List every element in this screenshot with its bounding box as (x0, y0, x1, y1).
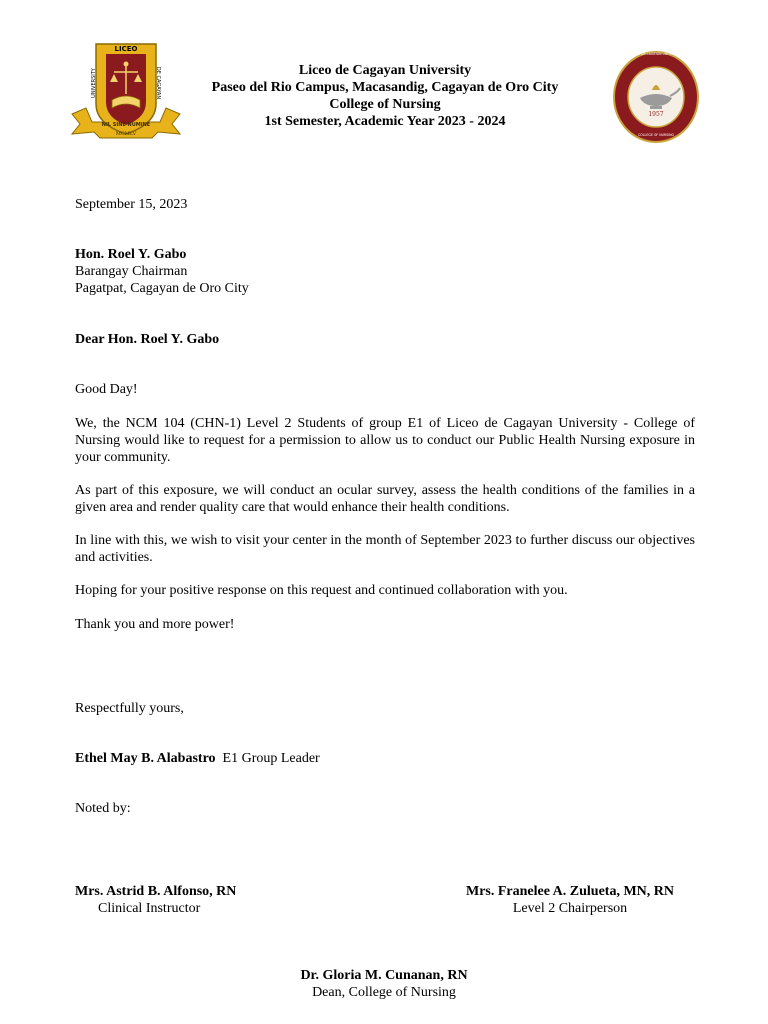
nursing-seal-bottom-text: COLLEGE OF NURSING (638, 133, 674, 137)
greeting: Good Day! (75, 382, 138, 397)
campus-address: Paseo del Rio Campus, Macasandig, Cagayan de Oro City (211, 80, 559, 95)
signatory-center (234, 967, 534, 1001)
signatory-left-title: Clinical Instructor (98, 901, 201, 916)
sender-name: Ethel May B. Alabastro (75, 751, 216, 766)
seal-left-text: UNIVERSITY (91, 68, 97, 98)
signatory-left (75, 883, 335, 917)
closing: Respectfully yours, (75, 701, 184, 716)
recipient-title: Barangay Chairman (75, 264, 188, 279)
noted-by-label: Noted by: (75, 801, 131, 816)
seal-year: MCMLV (115, 131, 137, 137)
sender-line (75, 750, 320, 767)
semester-line: 1st Semester, Academic Year 2023 - 2024 (264, 114, 506, 129)
recipient-name: Hon. Roel Y. Gabo (75, 247, 187, 262)
signatory-right-title: Level 2 Chairperson (512, 901, 628, 916)
nursing-seal-year: 1957 (648, 111, 664, 118)
body-paragraph-2: As part of this exposure, we will conduct an ocular survey, assess the health conditions of the families in a given area and render quality care that would enhance their health conditions. (75, 483, 695, 515)
university-seal-icon (70, 42, 182, 140)
letter-date: September 15, 2023 (75, 197, 188, 212)
university-name: Liceo de Cagayan University (298, 63, 472, 78)
sender-role: E1 Group Leader (222, 751, 320, 766)
nursing-seal-top-text: LICEO DE CAGAYAN UNIVERSITY (630, 52, 682, 56)
seal-top-text: LICEO (114, 45, 138, 53)
signatory-center-name: Dr. Gloria M. Cunanan, RN (300, 968, 468, 983)
recipient-address: Pagatpat, Cagayan de Oro City (75, 281, 249, 296)
seal-right-text: DE CAGAYAN (155, 66, 161, 100)
salutation: Dear Hon. Roel Y. Gabo (75, 332, 220, 347)
signatory-center-title: Dean, College of Nursing (312, 985, 456, 1000)
letterhead (180, 62, 590, 130)
signatory-right (430, 883, 710, 917)
college-name: College of Nursing (329, 97, 441, 112)
body-paragraph-3: In line with this, we wish to visit your center in the month of September 2023 to further discuss our objectives and activities. (75, 533, 695, 565)
college-of-nursing-seal-icon (612, 50, 700, 144)
signatory-left-name: Mrs. Astrid B. Alfonso, RN (75, 884, 237, 899)
body-paragraph-4: Hoping for your positive response on this request and continued collaboration with you. (75, 583, 568, 598)
signatory-right-name: Mrs. Franelee A. Zulueta, MN, RN (465, 884, 675, 899)
body-paragraph-1: We, the NCM 104 (CHN-1) Level 2 Students of group E1 of Liceo de Cagayan University - College of Nursing would like to request for a permission to allow us to conduct our Public Health Nursing exposure in your community. (75, 416, 695, 465)
seal-motto: NIL SINE NUMINE (101, 122, 151, 128)
recipient-block (75, 246, 249, 297)
body-paragraph-5: Thank you and more power! (75, 617, 235, 632)
